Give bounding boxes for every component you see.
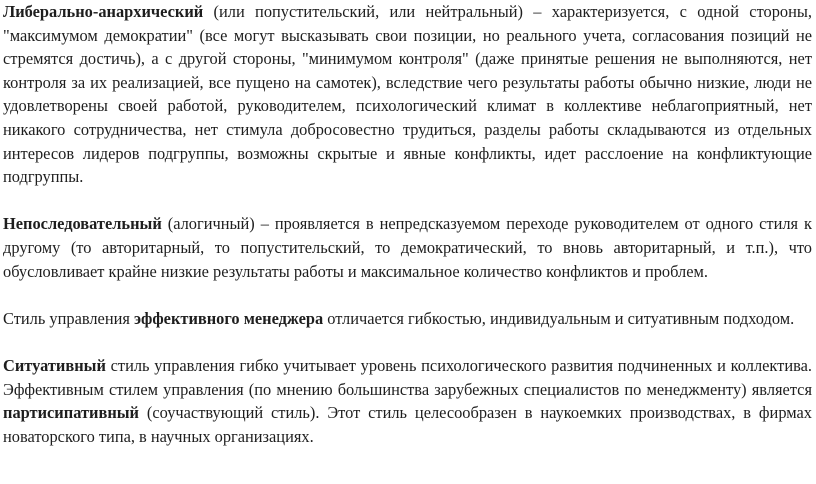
- term-situational: Ситуативный: [3, 355, 106, 375]
- paragraph-situational-text: стиль управления гибко учитывает уровень психологического развития подчиненных и коллектива. Эффективным стилем управления (по мнению большинства зарубежных специалистов по менеджменту) является: [3, 355, 812, 399]
- term-liberal-anarchic: Либерально-анархический: [3, 2, 204, 21]
- paragraph-effective-manager-text: отличается гибкостью, индивидуальным и ситуативным подходом.: [323, 308, 795, 328]
- term-inconsistent: Непоследовательный: [3, 214, 162, 234]
- term-effective-manager: эффективного менеджера: [134, 308, 324, 328]
- paragraph-liberal-anarchic: [3, 0, 812, 189]
- paragraph-effective-manager: [3, 307, 812, 331]
- paragraph-situational: [3, 354, 812, 448]
- paragraph-inconsistent-text: (алогичный) – проявляется в непредсказуемом переходе руководителем от одного стиля к другому (то авторитарный, то попустительский, то демократический, то вновь авторитарный, и т.п.), что обусловливает крайне низкие результаты работы и максимальное количество конфликтов и проблем.: [3, 214, 812, 281]
- paragraph-inconsistent: [3, 212, 812, 283]
- term-participative: партисипативный: [3, 403, 139, 423]
- paragraph-situational-text-end: (соучаствующий стиль). Этот стиль целесообразен в наукоемких производствах, в фирмах новаторского типа, в научных организациях.: [3, 403, 812, 446]
- paragraph-liberal-anarchic-text: (или попустительский, или нейтральный) – характеризуется, с одной стороны, "максимумом демократии" (все могут высказывать свои позиции, но реального учета, согласования позиций не стремятся достичь), а с другой стороны, "минимумом контроля" (даже принятые решения не выполняются, нет контроля за их реализацией, все пущено на самотек), вследствие чего результаты работы обычно низкие, люди не удовлетворены своей работой, руководителем, психологический климат в коллективе неблагоприятный, нет никакого сотрудничества, нет стимула добросовестно трудиться, разделы работы складываются из отдельных интересов лидеров подгруппы, возможны скрытые и явные конфликты, идет расслоение на конфликтующие подгруппы.: [3, 2, 812, 187]
- paragraph-effective-manager-prefix: Стиль управления: [3, 308, 134, 328]
